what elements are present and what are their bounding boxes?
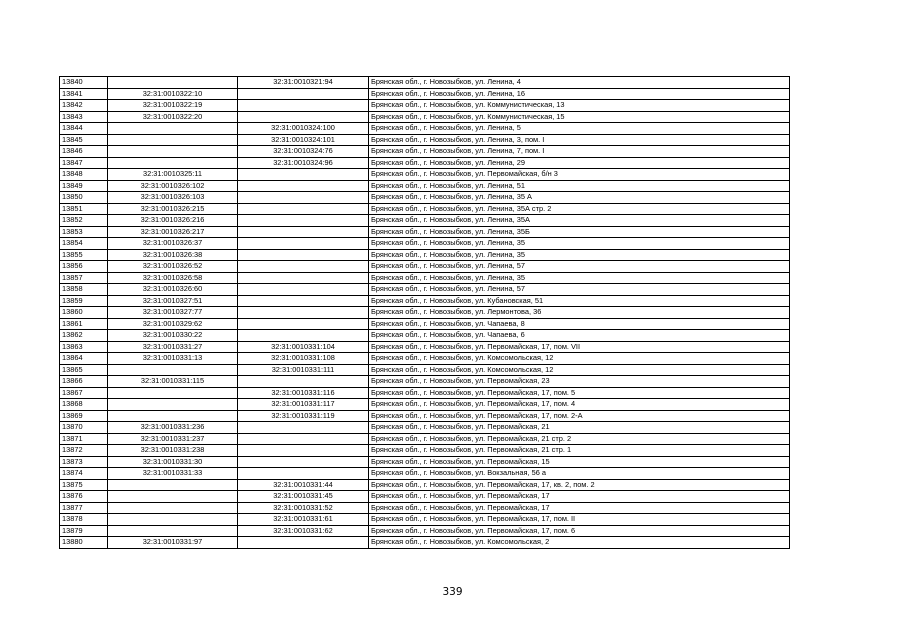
address-cell: Брянская обл., г. Новозыбков, ул. Первомайская, 17, пом. 6 bbox=[369, 525, 790, 537]
row-number-cell: 13866 bbox=[60, 376, 108, 388]
row-number-cell: 13870 bbox=[60, 422, 108, 434]
cadastral-number-a-cell bbox=[108, 157, 238, 169]
row-number-cell: 13843 bbox=[60, 111, 108, 123]
row-number-cell: 13859 bbox=[60, 295, 108, 307]
cadastral-number-b-cell bbox=[238, 318, 369, 330]
cadastral-number-b-cell bbox=[238, 261, 369, 273]
cadastral-number-a-cell bbox=[108, 399, 238, 411]
address-cell: Брянская обл., г. Новозыбков, ул. Ленина, 16 bbox=[369, 88, 790, 100]
address-cell: Брянская обл., г. Новозыбков, ул. Ленина, 35 bbox=[369, 238, 790, 250]
cadastral-number-b-cell bbox=[238, 537, 369, 549]
cadastral-number-a-cell: 32:31:0010322:20 bbox=[108, 111, 238, 123]
cadastral-number-b-cell bbox=[238, 456, 369, 468]
cadastral-number-a-cell: 32:31:0010331:97 bbox=[108, 537, 238, 549]
cadastral-number-a-cell bbox=[108, 364, 238, 376]
cadastral-number-b-cell: 32:31:0010331:44 bbox=[238, 479, 369, 491]
row-number-cell: 13862 bbox=[60, 330, 108, 342]
cadastral-number-a-cell bbox=[108, 514, 238, 526]
cadastral-number-a-cell: 32:31:0010322:19 bbox=[108, 100, 238, 112]
address-cell: Брянская обл., г. Новозыбков, ул. Комсомольская, 12 bbox=[369, 353, 790, 365]
address-cell: Брянская обл., г. Новозыбков, ул. Ленина, 51 bbox=[369, 180, 790, 192]
cadastral-number-b-cell: 32:31:0010331:62 bbox=[238, 525, 369, 537]
page-number: 339 bbox=[442, 586, 463, 598]
row-number-cell: 13860 bbox=[60, 307, 108, 319]
table-row bbox=[60, 272, 790, 284]
row-number-cell: 13871 bbox=[60, 433, 108, 445]
row-number-cell: 13874 bbox=[60, 468, 108, 480]
row-number-cell: 13868 bbox=[60, 399, 108, 411]
cadastral-number-a-cell: 32:31:0010325:11 bbox=[108, 169, 238, 181]
address-cell: Брянская обл., г. Новозыбков, ул. Чапаева, 6 bbox=[369, 330, 790, 342]
cadastral-number-a-cell bbox=[108, 146, 238, 158]
cadastral-number-b-cell bbox=[238, 330, 369, 342]
row-number-cell: 13863 bbox=[60, 341, 108, 353]
address-cell: Брянская обл., г. Новозыбков, ул. Первомайская, 17, пом. 5 bbox=[369, 387, 790, 399]
cadastral-number-a-cell bbox=[108, 525, 238, 537]
cadastral-number-b-cell bbox=[238, 433, 369, 445]
cadastral-number-b-cell: 32:31:0010331:61 bbox=[238, 514, 369, 526]
table-row bbox=[60, 249, 790, 261]
cadastral-number-a-cell: 32:31:0010326:60 bbox=[108, 284, 238, 296]
row-number-cell: 13873 bbox=[60, 456, 108, 468]
address-cell: Брянская обл., г. Новозыбков, ул. Ленина, 35 bbox=[369, 249, 790, 261]
cadastral-number-b-cell: 32:31:0010324:96 bbox=[238, 157, 369, 169]
table-row bbox=[60, 399, 790, 411]
registry-table-body bbox=[60, 77, 790, 549]
table-row bbox=[60, 502, 790, 514]
table-row bbox=[60, 146, 790, 158]
address-cell: Брянская обл., г. Новозыбков, ул. Первомайская, б/н 3 bbox=[369, 169, 790, 181]
cadastral-number-b-cell: 32:31:0010331:108 bbox=[238, 353, 369, 365]
table-row bbox=[60, 387, 790, 399]
cadastral-number-b-cell: 32:31:0010331:117 bbox=[238, 399, 369, 411]
cadastral-number-a-cell: 32:31:0010327:77 bbox=[108, 307, 238, 319]
table-row bbox=[60, 226, 790, 238]
table-row bbox=[60, 215, 790, 227]
table-row bbox=[60, 261, 790, 273]
cadastral-number-b-cell bbox=[238, 376, 369, 388]
address-cell: Брянская обл., г. Новозыбков, ул. Ленина, 35А стр. 2 bbox=[369, 203, 790, 215]
address-cell: Брянская обл., г. Новозыбков, ул. Ленина, 35 bbox=[369, 272, 790, 284]
cadastral-number-a-cell: 32:31:0010331:115 bbox=[108, 376, 238, 388]
cadastral-number-b-cell: 32:31:0010331:111 bbox=[238, 364, 369, 376]
cadastral-number-b-cell bbox=[238, 238, 369, 250]
row-number-cell: 13857 bbox=[60, 272, 108, 284]
cadastral-number-a-cell bbox=[108, 502, 238, 514]
row-number-cell: 13878 bbox=[60, 514, 108, 526]
cadastral-number-b-cell bbox=[238, 215, 369, 227]
cadastral-number-a-cell: 32:31:0010331:33 bbox=[108, 468, 238, 480]
table-row bbox=[60, 123, 790, 135]
row-number-cell: 13845 bbox=[60, 134, 108, 146]
cadastral-number-b-cell: 32:31:0010324:100 bbox=[238, 123, 369, 135]
row-number-cell: 13879 bbox=[60, 525, 108, 537]
address-cell: Брянская обл., г. Новозыбков, ул. Ленина, 4 bbox=[369, 77, 790, 89]
cadastral-number-a-cell: 32:31:0010326:215 bbox=[108, 203, 238, 215]
row-number-cell: 13846 bbox=[60, 146, 108, 158]
table-row bbox=[60, 192, 790, 204]
table-row bbox=[60, 422, 790, 434]
cadastral-number-a-cell bbox=[108, 491, 238, 503]
cadastral-number-a-cell: 32:31:0010326:103 bbox=[108, 192, 238, 204]
cadastral-number-b-cell bbox=[238, 249, 369, 261]
table-row bbox=[60, 169, 790, 181]
cadastral-number-b-cell: 32:31:0010321:94 bbox=[238, 77, 369, 89]
table-row bbox=[60, 180, 790, 192]
cadastral-number-b-cell: 32:31:0010324:76 bbox=[238, 146, 369, 158]
table-row bbox=[60, 238, 790, 250]
cadastral-number-a-cell bbox=[108, 479, 238, 491]
cadastral-number-a-cell: 32:31:0010331:238 bbox=[108, 445, 238, 457]
table-row bbox=[60, 111, 790, 123]
table-row bbox=[60, 341, 790, 353]
row-number-cell: 13856 bbox=[60, 261, 108, 273]
address-cell: Брянская обл., г. Новозыбков, ул. Ленина, 35Б bbox=[369, 226, 790, 238]
row-number-cell: 13844 bbox=[60, 123, 108, 135]
cadastral-number-a-cell: 32:31:0010326:38 bbox=[108, 249, 238, 261]
address-cell: Брянская обл., г. Новозыбков, ул. Ленина, 35А bbox=[369, 215, 790, 227]
cadastral-number-a-cell: 32:31:0010326:58 bbox=[108, 272, 238, 284]
address-cell: Брянская обл., г. Новозыбков, ул. Вокзальная, 56 а bbox=[369, 468, 790, 480]
cadastral-number-a-cell: 32:31:0010331:237 bbox=[108, 433, 238, 445]
cadastral-number-b-cell: 32:31:0010324:101 bbox=[238, 134, 369, 146]
table-row bbox=[60, 295, 790, 307]
cadastral-number-a-cell: 32:31:0010331:27 bbox=[108, 341, 238, 353]
cadastral-number-a-cell bbox=[108, 387, 238, 399]
table-row bbox=[60, 284, 790, 296]
address-cell: Брянская обл., г. Новозыбков, ул. Ленина, 7, пом. I bbox=[369, 146, 790, 158]
cadastral-number-a-cell bbox=[108, 134, 238, 146]
row-number-cell: 13850 bbox=[60, 192, 108, 204]
row-number-cell: 13877 bbox=[60, 502, 108, 514]
row-number-cell: 13855 bbox=[60, 249, 108, 261]
cadastral-number-a-cell: 32:31:0010327:51 bbox=[108, 295, 238, 307]
row-number-cell: 13872 bbox=[60, 445, 108, 457]
row-number-cell: 13852 bbox=[60, 215, 108, 227]
cadastral-number-a-cell bbox=[108, 410, 238, 422]
cadastral-number-b-cell bbox=[238, 468, 369, 480]
address-cell: Брянская обл., г. Новозыбков, ул. Первомайская, 17, пом. II bbox=[369, 514, 790, 526]
cadastral-number-b-cell bbox=[238, 445, 369, 457]
cadastral-number-a-cell: 32:31:0010330:22 bbox=[108, 330, 238, 342]
address-cell: Брянская обл., г. Новозыбков, ул. Первомайская, 21 bbox=[369, 422, 790, 434]
table-row bbox=[60, 88, 790, 100]
cadastral-number-b-cell bbox=[238, 111, 369, 123]
row-number-cell: 13875 bbox=[60, 479, 108, 491]
table-row bbox=[60, 157, 790, 169]
table-row bbox=[60, 537, 790, 549]
table-row bbox=[60, 77, 790, 89]
table-row bbox=[60, 203, 790, 215]
table-row bbox=[60, 491, 790, 503]
cadastral-number-a-cell bbox=[108, 77, 238, 89]
cadastral-number-a-cell bbox=[108, 123, 238, 135]
address-cell: Брянская обл., г. Новозыбков, ул. Ленина, 3, пом. I bbox=[369, 134, 790, 146]
cadastral-number-b-cell bbox=[238, 169, 369, 181]
cadastral-number-b-cell bbox=[238, 295, 369, 307]
address-cell: Брянская обл., г. Новозыбков, ул. Первомайская, 21 стр. 1 bbox=[369, 445, 790, 457]
row-number-cell: 13854 bbox=[60, 238, 108, 250]
row-number-cell: 13864 bbox=[60, 353, 108, 365]
cadastral-number-a-cell: 32:31:0010331:236 bbox=[108, 422, 238, 434]
row-number-cell: 13849 bbox=[60, 180, 108, 192]
table-row bbox=[60, 445, 790, 457]
row-number-cell: 13851 bbox=[60, 203, 108, 215]
address-cell: Брянская обл., г. Новозыбков, ул. Первомайская, 17, пом. VII bbox=[369, 341, 790, 353]
address-cell: Брянская обл., г. Новозыбков, ул. Ленина, 57 bbox=[369, 284, 790, 296]
row-number-cell: 13842 bbox=[60, 100, 108, 112]
address-cell: Брянская обл., г. Новозыбков, ул. Первомайская, 17 bbox=[369, 491, 790, 503]
address-cell: Брянская обл., г. Новозыбков, ул. Ленина, 29 bbox=[369, 157, 790, 169]
address-cell: Брянская обл., г. Новозыбков, ул. Первомайская, 17, пом. 2-А bbox=[369, 410, 790, 422]
address-cell: Брянская обл., г. Новозыбков, ул. Первомайская, 21 стр. 2 bbox=[369, 433, 790, 445]
cadastral-number-b-cell: 32:31:0010331:116 bbox=[238, 387, 369, 399]
table-row bbox=[60, 525, 790, 537]
row-number-cell: 13848 bbox=[60, 169, 108, 181]
address-cell: Брянская обл., г. Новозыбков, ул. Первомайская, 17, кв. 2, пом. 2 bbox=[369, 479, 790, 491]
table-row bbox=[60, 134, 790, 146]
row-number-cell: 13840 bbox=[60, 77, 108, 89]
cadastral-number-a-cell: 32:31:0010326:52 bbox=[108, 261, 238, 273]
cadastral-number-b-cell bbox=[238, 88, 369, 100]
cadastral-number-b-cell bbox=[238, 226, 369, 238]
cadastral-number-b-cell: 32:31:0010331:45 bbox=[238, 491, 369, 503]
row-number-cell: 13876 bbox=[60, 491, 108, 503]
table-row bbox=[60, 100, 790, 112]
address-cell: Брянская обл., г. Новозыбков, ул. Первомайская, 23 bbox=[369, 376, 790, 388]
table-row bbox=[60, 318, 790, 330]
address-cell: Брянская обл., г. Новозыбков, ул. Комсомольская, 12 bbox=[369, 364, 790, 376]
cadastral-number-b-cell bbox=[238, 307, 369, 319]
cadastral-number-a-cell: 32:31:0010326:216 bbox=[108, 215, 238, 227]
row-number-cell: 13858 bbox=[60, 284, 108, 296]
cadastral-number-a-cell: 32:31:0010331:30 bbox=[108, 456, 238, 468]
row-number-cell: 13865 bbox=[60, 364, 108, 376]
table-row bbox=[60, 514, 790, 526]
table-row bbox=[60, 353, 790, 365]
cadastral-number-b-cell bbox=[238, 284, 369, 296]
address-cell: Брянская обл., г. Новозыбков, ул. Кубановская, 51 bbox=[369, 295, 790, 307]
address-cell: Брянская обл., г. Новозыбков, ул. Ленина, 57 bbox=[369, 261, 790, 273]
cadastral-number-a-cell: 32:31:0010322:10 bbox=[108, 88, 238, 100]
cadastral-number-a-cell: 32:31:0010326:217 bbox=[108, 226, 238, 238]
cadastral-number-a-cell: 32:31:0010326:37 bbox=[108, 238, 238, 250]
address-cell: Брянская обл., г. Новозыбков, ул. Первомайская, 15 bbox=[369, 456, 790, 468]
address-cell: Брянская обл., г. Новозыбков, ул. Чапаева, 8 bbox=[369, 318, 790, 330]
table-row bbox=[60, 468, 790, 480]
table-row bbox=[60, 410, 790, 422]
table-row bbox=[60, 433, 790, 445]
cadastral-number-a-cell: 32:31:0010329:62 bbox=[108, 318, 238, 330]
table-row bbox=[60, 456, 790, 468]
address-cell: Брянская обл., г. Новозыбков, ул. Комсомольская, 2 bbox=[369, 537, 790, 549]
cadastral-number-b-cell bbox=[238, 422, 369, 434]
cadastral-number-b-cell bbox=[238, 180, 369, 192]
cadastral-number-b-cell: 32:31:0010331:119 bbox=[238, 410, 369, 422]
address-cell: Брянская обл., г. Новозыбков, ул. Лермонтова, 36 bbox=[369, 307, 790, 319]
cadastral-number-b-cell: 32:31:0010331:104 bbox=[238, 341, 369, 353]
cadastral-number-b-cell bbox=[238, 192, 369, 204]
row-number-cell: 13853 bbox=[60, 226, 108, 238]
table-row bbox=[60, 479, 790, 491]
cadastral-registry-table bbox=[59, 76, 790, 549]
row-number-cell: 13880 bbox=[60, 537, 108, 549]
table-row bbox=[60, 364, 790, 376]
address-cell: Брянская обл., г. Новозыбков, ул. Ленина, 5 bbox=[369, 123, 790, 135]
cadastral-number-b-cell bbox=[238, 100, 369, 112]
cadastral-number-b-cell: 32:31:0010331:52 bbox=[238, 502, 369, 514]
row-number-cell: 13861 bbox=[60, 318, 108, 330]
cadastral-number-a-cell: 32:31:0010331:13 bbox=[108, 353, 238, 365]
row-number-cell: 13867 bbox=[60, 387, 108, 399]
table-row bbox=[60, 330, 790, 342]
address-cell: Брянская обл., г. Новозыбков, ул. Ленина, 35 А bbox=[369, 192, 790, 204]
table-row bbox=[60, 307, 790, 319]
row-number-cell: 13869 bbox=[60, 410, 108, 422]
address-cell: Брянская обл., г. Новозыбков, ул. Коммунистическая, 15 bbox=[369, 111, 790, 123]
row-number-cell: 13841 bbox=[60, 88, 108, 100]
cadastral-number-b-cell bbox=[238, 272, 369, 284]
table-row bbox=[60, 376, 790, 388]
address-cell: Брянская обл., г. Новозыбков, ул. Первомайская, 17, пом. 4 bbox=[369, 399, 790, 411]
row-number-cell: 13847 bbox=[60, 157, 108, 169]
cadastral-number-a-cell: 32:31:0010326:102 bbox=[108, 180, 238, 192]
address-cell: Брянская обл., г. Новозыбков, ул. Коммунистическая, 13 bbox=[369, 100, 790, 112]
address-cell: Брянская обл., г. Новозыбков, ул. Первомайская, 17 bbox=[369, 502, 790, 514]
cadastral-number-b-cell bbox=[238, 203, 369, 215]
